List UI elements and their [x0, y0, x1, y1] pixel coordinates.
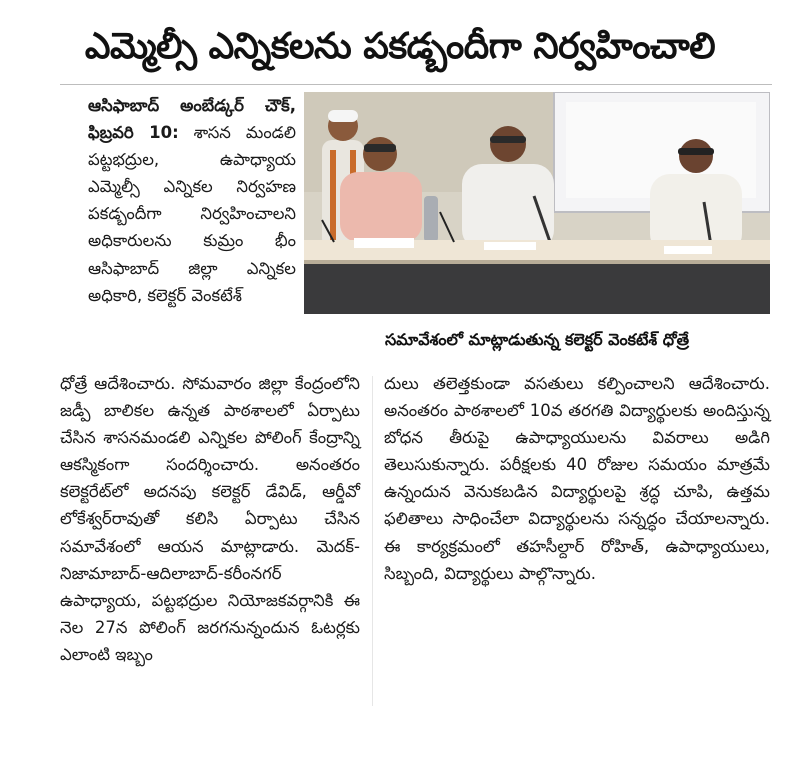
article-column-intro	[88, 92, 296, 309]
article-paragraph: ధోత్రే ఆదేశించారు. సోమవారం జిల్లా కేంద్రంలోని జడ్పీ బాలికల ఉన్నత పాఠశాలలో ఏర్పాటు చేసిన శాసనమండలి ఎన్నికల పోలింగ్ కేంద్రాన్ని ఆకస్మికంగా సందర్శించారు. అనంతరం కలెక్టరేట్‌లో అదనపు కలెక్టర్ డేవిడ్, ఆర్డీవో లోకేశ్వర్‌రావుతో కలిసి ఏర్పాటు చేసిన సమావేశంలో ఆయన మాట్లాడారు. మెదక్-నిజామాబాద్-ఆదిలాబాద్-కరీంనగర్ ఉపాధ్యాయ, పట్టభద్రుల నియోజకవర్గానికి ఈ నెల 27న పోలింగ్ జరగనున్నందున ఓటర్లకు ఎలాంటి ఇబ్బం	[60, 374, 360, 664]
article-paragraph	[88, 92, 296, 309]
photo-caption: సమావేశంలో మాట్లాడుతున్న కలెక్టర్ వెంకటేశ్ ధోత్రే	[384, 330, 690, 349]
dateline: ఆసిఫాబాద్ అంబేడ్కర్ చౌక్, ఫిబ్రవరి 10:	[88, 96, 296, 143]
headline-divider	[60, 84, 772, 85]
meeting-photo	[304, 92, 770, 314]
headline: ఎమ్మెల్సీ ఎన్నికలను పకడ్బందీగా నిర్వహించాలి	[84, 26, 716, 67]
article-column-left	[60, 370, 360, 668]
article-column-right	[384, 370, 770, 587]
column-divider	[372, 376, 373, 706]
intro-text: శాసన మండలి పట్టభద్రుల, ఉపాధ్యాయ ఎమ్మెల్సీ ఎన్నికల నిర్వహణ పకడ్బందీగా నిర్వహించాలని అధికారులను కుమ్రం భీం ఆసిఫాబాద్ జిల్లా ఎన్నికల అధికారి, కలెక్టర్ వెంకటేశ్	[88, 123, 296, 305]
article-paragraph: దులు తలెత్తకుండా వసతులు కల్పించాలని ఆదేశించారు. అనంతరం పాఠశాలలో 10వ తరగతి విద్యార్థులకు అందిస్తున్న బోధన తీరుపై ఉపాధ్యాయులను వివరాలు అడిగి తెలుసుకున్నారు. పరీక్షలకు 40 రోజుల సమయం మాత్రమే ఉన్నందున వెనుకబడిన విద్యార్థులపై శ్రద్ధ చూపి, ఉత్తమ ఫలితాలు సాధించేలా విద్యార్థులను సన్నద్ధం చేయాలన్నారు. ఈ కార్యక్రమంలో తహసీల్దార్ రోహిత్, ఉపాధ్యాయులు, సిబ్బంది, విద్యార్థులు పాల్గొన్నారు.	[384, 374, 770, 583]
